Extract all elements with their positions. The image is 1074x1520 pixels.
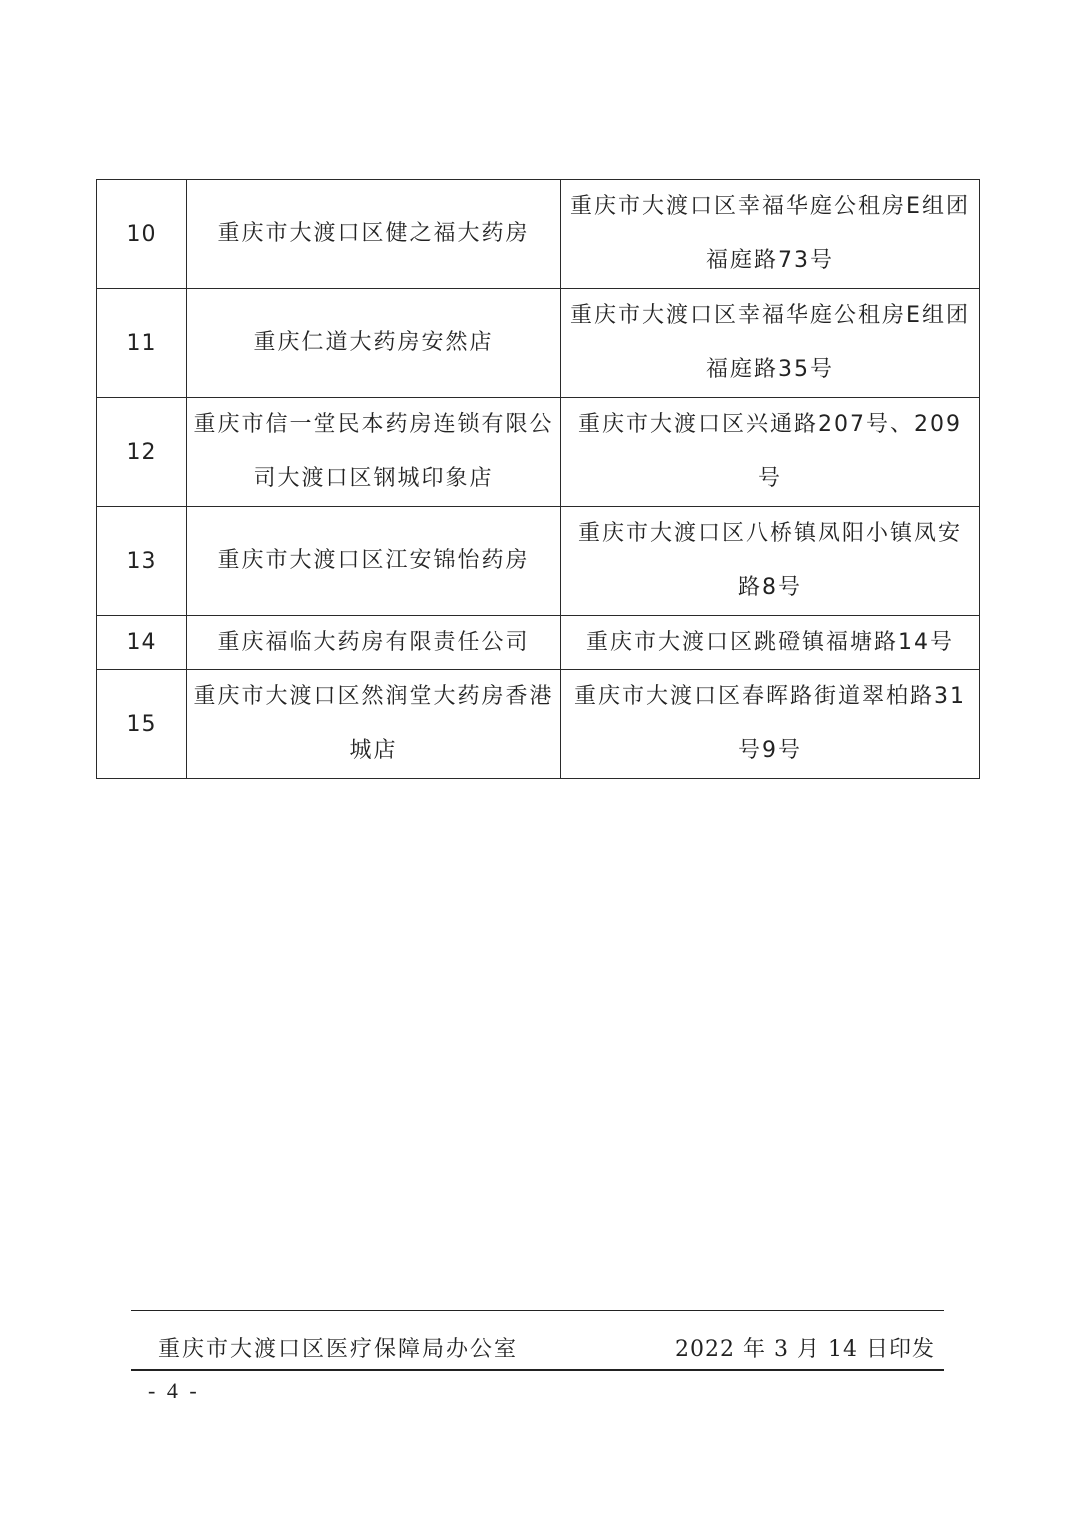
pharmacy-name: 重庆市大渡口区江安锦怡药房 [187, 507, 561, 616]
row-number: 11 [97, 289, 187, 398]
row-number: 13 [97, 507, 187, 616]
pharmacy-address: 重庆市大渡口区幸福华庭公租房E组团福庭路73号 [561, 180, 980, 289]
row-number: 12 [97, 398, 187, 507]
pharmacy-name: 重庆福临大药房有限责任公司 [187, 616, 561, 670]
pharmacy-table [96, 179, 980, 779]
table-row [97, 507, 980, 616]
pharmacy-address: 重庆市大渡口区兴通路207号、209号 [561, 398, 980, 507]
footer-bottom-rule [131, 1369, 944, 1371]
issue-date: 2022 年 3 月 14 日印发 [675, 1337, 935, 1362]
footer-top-rule [131, 1310, 944, 1311]
table-row [97, 670, 980, 779]
pharmacy-name: 重庆仁道大药房安然店 [187, 289, 561, 398]
pharmacy-name: 重庆市大渡口区然润堂大药房香港城店 [187, 670, 561, 779]
page-number: - 4 - [148, 1378, 200, 1403]
pharmacy-address: 重庆市大渡口区幸福华庭公租房E组团福庭路35号 [561, 289, 980, 398]
issuer-office: 重庆市大渡口区医疗保障局办公室 [158, 1337, 519, 1362]
pharmacy-address: 重庆市大渡口区跳磴镇福塘路14号 [561, 616, 980, 670]
pharmacy-name: 重庆市信一堂民本药房连锁有限公司大渡口区钢城印象店 [187, 398, 561, 507]
row-number: 10 [97, 180, 187, 289]
row-number: 15 [97, 670, 187, 779]
table-row [97, 180, 980, 289]
pharmacy-name: 重庆市大渡口区健之福大药房 [187, 180, 561, 289]
pharmacy-address: 重庆市大渡口区八桥镇凤阳小镇凤安路8号 [561, 507, 980, 616]
pharmacy-address: 重庆市大渡口区春晖路街道翠柏路31号9号 [561, 670, 980, 779]
table-row [97, 289, 980, 398]
table-row [97, 398, 980, 507]
table-row [97, 616, 980, 670]
row-number: 14 [97, 616, 187, 670]
